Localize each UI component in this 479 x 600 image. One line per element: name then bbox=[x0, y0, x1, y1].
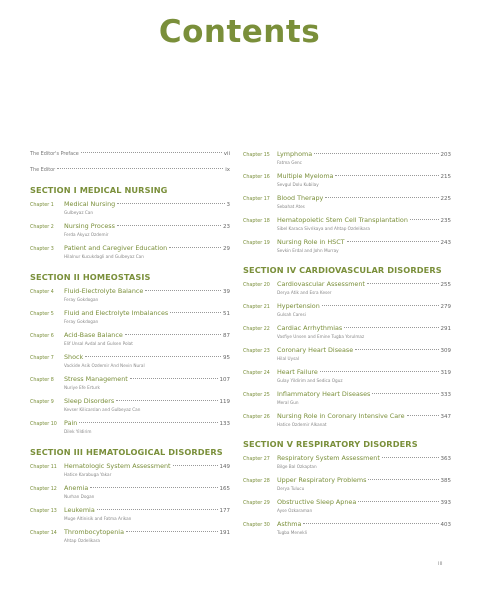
chapter-title: Hematopoietic Stem Cell Transplantation bbox=[277, 216, 408, 224]
toc-entry-row bbox=[30, 150, 230, 159]
chapter-author: Muge Altinisik and Fatma Arikan bbox=[64, 516, 132, 521]
chapter-number: Chapter 17 bbox=[243, 197, 270, 202]
page-reference: 133 bbox=[219, 421, 230, 427]
dot-leader bbox=[125, 334, 221, 335]
toc-entry-row bbox=[243, 346, 451, 356]
chapter-author: Feray Gokdogan bbox=[64, 319, 99, 324]
dot-leader bbox=[117, 203, 224, 204]
chapter-title: Upper Respiratory Problems bbox=[277, 476, 367, 484]
toc-chapter-entry[interactable] bbox=[243, 454, 451, 470]
toc-chapter-entry[interactable] bbox=[243, 238, 451, 254]
page-reference: 363 bbox=[440, 456, 451, 462]
dot-leader bbox=[410, 219, 439, 220]
toc-left-column bbox=[30, 150, 230, 544]
chapter-author: Dilek Yildirim bbox=[64, 429, 92, 434]
chapter-author: Hatice Karabuga Yakar bbox=[64, 472, 112, 477]
chapter-number: Chapter 3 bbox=[30, 247, 54, 252]
dot-leader bbox=[367, 283, 439, 284]
chapter-number: Chapter 7 bbox=[30, 356, 54, 361]
chapter-number: Chapter 6 bbox=[30, 334, 54, 339]
page-reference: 165 bbox=[219, 486, 230, 492]
toc-chapter-entry[interactable] bbox=[30, 244, 230, 260]
chapter-author: Derya Atik and Esra Keser bbox=[277, 290, 332, 295]
toc-chapter-entry[interactable] bbox=[243, 150, 451, 166]
chapter-title: Lymphoma bbox=[277, 150, 313, 158]
toc-chapter-entry[interactable] bbox=[30, 462, 230, 478]
chapter-number: Chapter 13 bbox=[30, 509, 57, 514]
dot-leader bbox=[347, 241, 439, 242]
toc-chapter-entry[interactable] bbox=[30, 484, 230, 500]
toc-entry-row bbox=[243, 194, 451, 204]
chapter-title: Thrombocytopenia bbox=[64, 528, 124, 536]
page-title: Contents bbox=[158, 14, 321, 50]
page-reference: 29 bbox=[223, 246, 230, 252]
toc-chapter-entry[interactable] bbox=[243, 412, 451, 428]
chapter-number: Chapter 27 bbox=[243, 457, 270, 462]
dot-leader bbox=[85, 356, 221, 357]
toc-chapter-entry[interactable] bbox=[243, 324, 451, 340]
dot-leader bbox=[382, 457, 439, 458]
toc-chapter-entry[interactable] bbox=[243, 368, 451, 384]
page-reference: 95 bbox=[223, 355, 230, 361]
dot-leader bbox=[145, 290, 221, 291]
page-reference: 119 bbox=[219, 399, 230, 405]
chapter-number: Chapter 1 bbox=[30, 203, 54, 208]
section-heading: SECTION II HOMEOSTASIS bbox=[30, 272, 151, 282]
dot-leader bbox=[126, 531, 218, 532]
toc-entry-row bbox=[30, 353, 230, 363]
page-reference: 333 bbox=[440, 392, 451, 398]
toc-entry-row bbox=[243, 476, 451, 486]
page-reference: vii bbox=[223, 151, 230, 157]
toc-chapter-entry[interactable] bbox=[243, 498, 451, 514]
dot-leader bbox=[325, 197, 438, 198]
chapter-number: Chapter 20 bbox=[243, 283, 270, 288]
chapter-author: Nuriye Efe Erturk bbox=[64, 385, 100, 390]
toc-entry-row bbox=[30, 200, 230, 210]
toc-front-matter-entry[interactable] bbox=[30, 166, 230, 175]
chapter-number: Chapter 8 bbox=[30, 378, 54, 383]
chapter-author: Meral Gun bbox=[277, 400, 299, 405]
chapter-title: Anemia bbox=[64, 484, 89, 492]
toc-entry-row bbox=[30, 331, 230, 341]
dot-leader bbox=[320, 371, 439, 372]
toc-chapter-entry[interactable] bbox=[30, 200, 230, 216]
chapter-number: Chapter 21 bbox=[243, 305, 270, 310]
chapter-author: Feray Gokdogan bbox=[64, 297, 99, 302]
chapter-number: Chapter 30 bbox=[243, 523, 270, 528]
chapter-author: Hilalnur Kucukdagli and Gulbeyaz Can bbox=[64, 254, 144, 259]
dot-leader bbox=[335, 175, 438, 176]
toc-chapter-entry[interactable] bbox=[243, 280, 451, 296]
dot-leader bbox=[303, 523, 438, 524]
toc-entry-row bbox=[30, 309, 230, 319]
page-reference: 243 bbox=[440, 240, 451, 246]
toc-entry-row bbox=[243, 324, 451, 334]
chapter-number: Chapter 11 bbox=[30, 465, 57, 470]
toc-chapter-entry[interactable] bbox=[243, 520, 451, 536]
toc-entry-row bbox=[30, 287, 230, 297]
chapter-author: Ahtap Ozdelikara bbox=[64, 538, 100, 543]
chapter-title: Heart Failure bbox=[277, 368, 318, 376]
toc-entry-row bbox=[243, 216, 451, 226]
chapter-author: Gulbeyaz Can bbox=[64, 210, 94, 215]
chapter-number: Chapter 4 bbox=[30, 290, 54, 295]
toc-chapter-entry[interactable] bbox=[30, 506, 230, 522]
chapter-author: Sebahat Ates bbox=[277, 204, 305, 209]
chapter-title: The Editor bbox=[30, 167, 56, 173]
chapter-author: Ferda Akyuz Ozdemir bbox=[64, 232, 109, 237]
toc-entry-row bbox=[30, 166, 230, 175]
chapter-author: Hatice Ozdemir Alkanat bbox=[277, 422, 327, 427]
page-reference: 403 bbox=[440, 522, 451, 528]
toc-entry-row bbox=[30, 506, 230, 516]
page-reference: 255 bbox=[440, 282, 451, 288]
toc-entry-row bbox=[243, 498, 451, 508]
chapter-author: Hilal Uysal bbox=[277, 356, 299, 361]
chapter-number: Chapter 5 bbox=[30, 312, 54, 317]
chapter-number: Chapter 26 bbox=[243, 415, 270, 420]
section-heading: SECTION IV CARDIOVASCULAR DISORDERS bbox=[243, 265, 442, 275]
page-reference: 291 bbox=[440, 326, 451, 332]
page-reference: ix bbox=[225, 167, 230, 173]
toc-entry-row bbox=[30, 528, 230, 538]
chapter-number: Chapter 15 bbox=[243, 153, 270, 158]
toc-entry-row bbox=[30, 244, 230, 254]
toc-entry-row bbox=[243, 302, 451, 312]
dot-leader bbox=[355, 349, 438, 350]
dot-leader bbox=[344, 327, 438, 328]
page-reference: 177 bbox=[219, 508, 230, 514]
chapter-author: Gulay Yildirim and Sedica Oguz bbox=[277, 378, 343, 383]
page-reference: 23 bbox=[223, 224, 230, 230]
toc-entry-row bbox=[243, 520, 451, 530]
page-reference: 385 bbox=[440, 478, 451, 484]
chapter-title: Cardiovascular Assessment bbox=[277, 280, 365, 288]
chapter-number: Chapter 23 bbox=[243, 349, 270, 354]
toc-chapter-entry[interactable] bbox=[30, 309, 230, 325]
page-number: iii bbox=[438, 561, 443, 567]
toc-entry-row bbox=[243, 368, 451, 378]
page-reference: 393 bbox=[440, 500, 451, 506]
chapter-title: Acid-Base Balance bbox=[64, 331, 123, 339]
page-reference: 87 bbox=[223, 333, 230, 339]
toc-chapter-entry[interactable] bbox=[243, 302, 451, 318]
dot-leader bbox=[173, 465, 218, 466]
chapter-title: Hypertension bbox=[277, 302, 320, 310]
chapter-author: Nurhan Dogan bbox=[64, 494, 95, 499]
chapter-number: Chapter 12 bbox=[30, 487, 57, 492]
chapter-title: Obstructive Sleep Apnea bbox=[277, 498, 357, 506]
chapter-author: Vasfiye Unsen and Emine Tugba Yorulmaz bbox=[277, 334, 365, 339]
dot-leader bbox=[97, 509, 218, 510]
chapter-title: Nursing Process bbox=[64, 222, 115, 230]
chapter-title: Asthma bbox=[277, 520, 302, 528]
chapter-title: Sleep Disorders bbox=[64, 397, 115, 405]
page-reference: 215 bbox=[440, 174, 451, 180]
chapter-number: Chapter 24 bbox=[243, 371, 270, 376]
page-reference: 319 bbox=[440, 370, 451, 376]
chapter-author: Vackide Asik Ozdemir And Nevin Nural bbox=[64, 363, 145, 368]
dot-leader bbox=[130, 378, 218, 379]
toc-chapter-entry[interactable] bbox=[30, 419, 230, 435]
toc-chapter-entry[interactable] bbox=[30, 397, 230, 413]
chapter-author: Sibel Karaca Sivrikaya and Ahtap Ozdelikara bbox=[277, 226, 370, 231]
dot-leader bbox=[79, 422, 217, 423]
toc-entry-row bbox=[30, 484, 230, 494]
page-reference: 107 bbox=[219, 377, 230, 383]
page-reference: 51 bbox=[223, 311, 230, 317]
section-heading: SECTION I MEDICAL NURSING bbox=[30, 185, 168, 195]
toc-chapter-entry[interactable] bbox=[30, 528, 230, 544]
toc-entry-row bbox=[30, 419, 230, 429]
chapter-number: Chapter 14 bbox=[30, 531, 57, 536]
toc-right-column bbox=[243, 150, 451, 536]
chapter-author: Ayse Ozkaraman bbox=[277, 508, 313, 513]
toc-entry-row bbox=[243, 454, 451, 464]
toc-chapter-entry[interactable] bbox=[243, 216, 451, 232]
chapter-title: Coronary Heart Disease bbox=[277, 346, 354, 354]
toc-entry-row bbox=[30, 222, 230, 232]
toc-chapter-entry[interactable] bbox=[30, 375, 230, 391]
chapter-number: Chapter 19 bbox=[243, 241, 270, 246]
chapter-title: Fluid and Electrolyte Imbalances bbox=[64, 309, 169, 317]
chapter-number: Chapter 22 bbox=[243, 327, 270, 332]
page-reference: 279 bbox=[440, 304, 451, 310]
chapter-author: Tugba Menekli bbox=[277, 530, 307, 535]
toc-entry-row bbox=[30, 375, 230, 385]
page-reference: 235 bbox=[440, 218, 451, 224]
chapter-title: Leukemia bbox=[64, 506, 95, 514]
toc-entry-row bbox=[243, 412, 451, 422]
dot-leader bbox=[116, 400, 217, 401]
toc-chapter-entry[interactable] bbox=[243, 346, 451, 362]
chapter-title: The Editor's Preface bbox=[30, 151, 79, 157]
chapter-number: Chapter 9 bbox=[30, 400, 54, 405]
chapter-author: Fatma Genc bbox=[277, 160, 302, 165]
toc-chapter-entry[interactable] bbox=[243, 390, 451, 406]
chapter-number: Chapter 25 bbox=[243, 393, 270, 398]
toc-entry-row bbox=[30, 397, 230, 407]
chapter-author: Gulsah Caresi bbox=[277, 312, 306, 317]
dot-leader bbox=[169, 247, 221, 248]
chapter-number: Chapter 16 bbox=[243, 175, 270, 180]
dot-leader bbox=[322, 305, 439, 306]
dot-leader bbox=[368, 479, 438, 480]
chapter-author: Sevkin Erdal and John Murray bbox=[277, 248, 339, 253]
chapter-author: Bilge Bal Ozkaptan bbox=[277, 464, 317, 469]
section-heading: SECTION III HEMATOLOGICAL DISORDERS bbox=[30, 447, 223, 457]
chapter-author: Sevgul Dolu Kubilay bbox=[277, 182, 319, 187]
chapter-title: Nursing Role in HSCT bbox=[277, 238, 345, 246]
toc-chapter-entry[interactable] bbox=[30, 331, 230, 347]
chapter-title: Respiratory System Assessment bbox=[277, 454, 380, 462]
chapter-number: Chapter 28 bbox=[243, 479, 270, 484]
toc-entry-row bbox=[243, 150, 451, 160]
dot-leader bbox=[372, 393, 438, 394]
toc-entry-row bbox=[243, 172, 451, 182]
chapter-number: Chapter 2 bbox=[30, 225, 54, 230]
chapter-title: Fluid-Electrolyte Balance bbox=[64, 287, 144, 295]
toc-entry-row bbox=[243, 280, 451, 290]
chapter-title: Hematologic System Assessment bbox=[64, 462, 171, 470]
toc-chapter-entry[interactable] bbox=[243, 476, 451, 492]
chapter-number: Chapter 29 bbox=[243, 501, 270, 506]
toc-front-matter-entry[interactable] bbox=[30, 150, 230, 159]
chapter-number: Chapter 10 bbox=[30, 422, 57, 427]
page-reference: 3 bbox=[226, 202, 230, 208]
page-reference: 39 bbox=[223, 289, 230, 295]
chapter-title: Pain bbox=[64, 419, 78, 427]
toc-entry-row bbox=[243, 390, 451, 400]
dot-leader bbox=[81, 152, 222, 153]
page-reference: 225 bbox=[440, 196, 451, 202]
chapter-title: Cardiac Arrhythmias bbox=[277, 324, 343, 332]
page-reference: 347 bbox=[440, 414, 451, 420]
chapter-title: Medical Nursing bbox=[64, 200, 116, 208]
chapter-author: Elif Unsal Avdal and Gulsen Polat bbox=[64, 341, 133, 346]
toc-chapter-entry[interactable] bbox=[243, 172, 451, 188]
chapter-title: Nursing Role in Coronary Intensive Care bbox=[277, 412, 405, 420]
page-reference: 191 bbox=[219, 530, 230, 536]
dot-leader bbox=[57, 168, 223, 169]
toc-entry-row bbox=[243, 238, 451, 248]
dot-leader bbox=[170, 312, 221, 313]
chapter-title: Inflammatory Heart Diseases bbox=[277, 390, 371, 398]
dot-leader bbox=[117, 225, 221, 226]
toc-chapter-entry[interactable] bbox=[30, 287, 230, 303]
chapter-title: Stress Management bbox=[64, 375, 128, 383]
chapter-title: Multiple Myeloma bbox=[277, 172, 334, 180]
chapter-author: Kevser Kilicarslan and Gulbeyaz Can bbox=[64, 407, 141, 412]
toc-chapter-entry[interactable] bbox=[30, 353, 230, 369]
toc-entry-row bbox=[30, 462, 230, 472]
dot-leader bbox=[358, 501, 438, 502]
chapter-number: Chapter 18 bbox=[243, 219, 270, 224]
page-reference: 309 bbox=[440, 348, 451, 354]
chapter-title: Shock bbox=[64, 353, 84, 361]
dot-leader bbox=[407, 415, 439, 416]
chapter-author: Derya Tulucu bbox=[277, 486, 305, 491]
dot-leader bbox=[90, 487, 217, 488]
toc-chapter-entry[interactable] bbox=[30, 222, 230, 238]
toc-chapter-entry[interactable] bbox=[243, 194, 451, 210]
page-reference: 203 bbox=[440, 152, 451, 158]
chapter-title: Blood Therapy bbox=[277, 194, 324, 202]
chapter-title: Patient and Caregiver Education bbox=[64, 244, 168, 252]
dot-leader bbox=[314, 153, 438, 154]
page-reference: 149 bbox=[219, 464, 230, 470]
section-heading: SECTION V RESPIRATORY DISORDERS bbox=[243, 439, 418, 449]
